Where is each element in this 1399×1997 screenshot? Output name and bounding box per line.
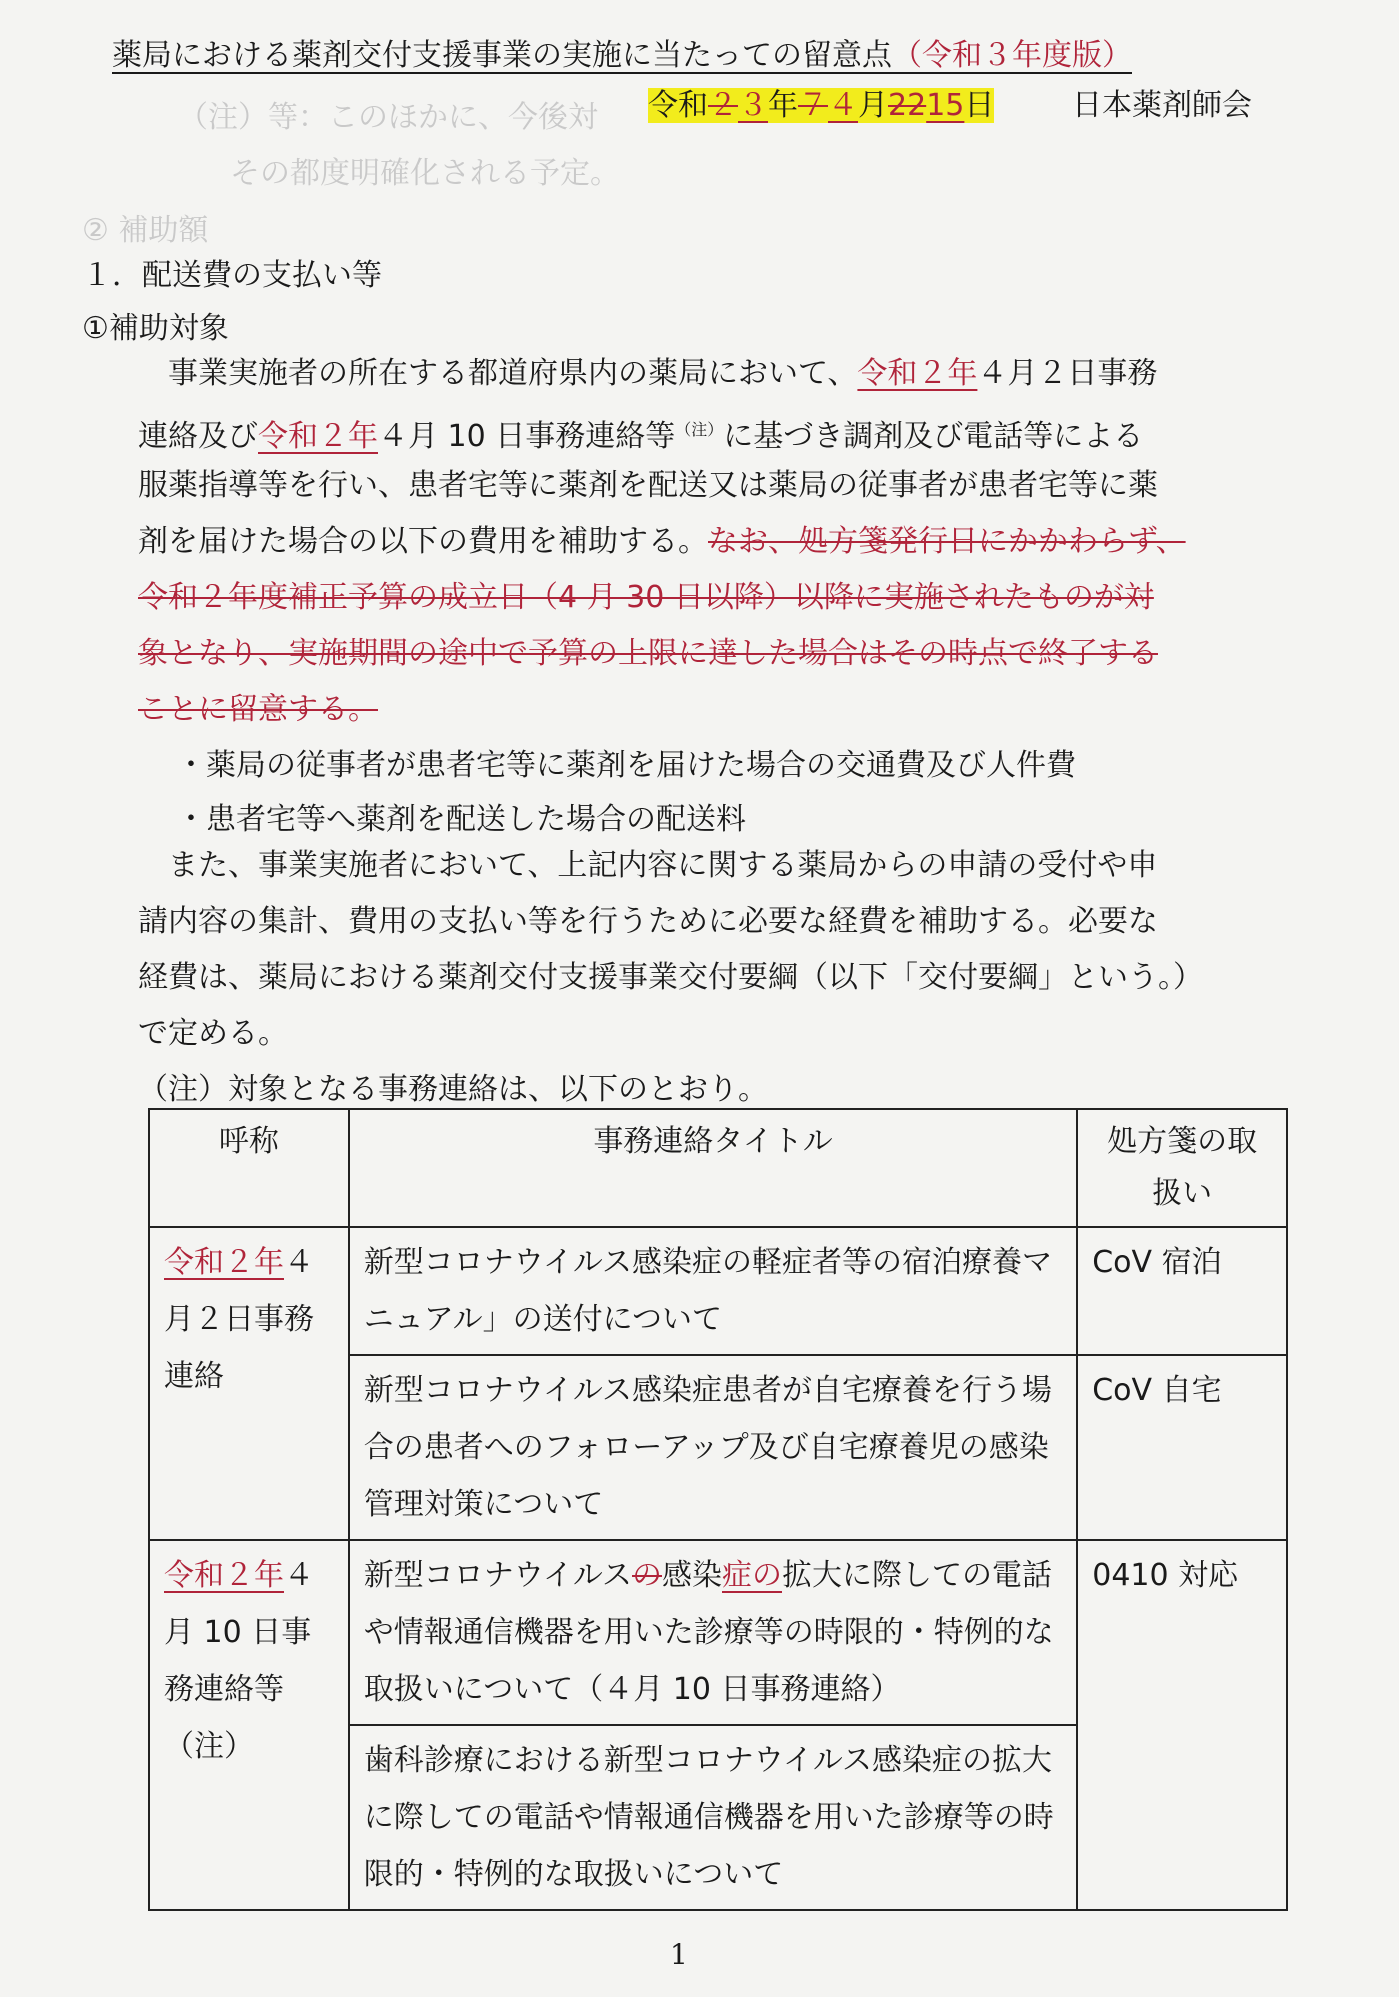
table-cell-title: 新型コロナウイルスの感染症の拡大に際しての電話や情報通信機器を用いた診療等の時限的・特例的な取扱いについて（４月 10 日事務連絡） xyxy=(349,1540,1077,1725)
paragraph-line: 請内容の集計、費用の支払い等を行うために必要な経費を補助する。必要な xyxy=(138,904,1158,939)
deleted-paragraph-line: 令和２年度補正予算の成立日（4 月 30 日以降）以降に実施されたものが対 xyxy=(138,580,1154,615)
deleted-paragraph-line: 象となり、実施期間の途中で予算の上限に達した場合はその時点で終了する xyxy=(138,636,1158,671)
table-cell-name: 令和２年４月 10 日事務連絡等（注） xyxy=(149,1540,349,1910)
page-number: 1 xyxy=(670,1938,688,1971)
organization-name: 日本薬剤師会 xyxy=(1072,88,1252,123)
paragraph-line: 剤を届けた場合の以下の費用を補助する。なお、処方箋発行日にかかわらず、 xyxy=(138,524,1186,559)
subsection-heading: ①補助対象 xyxy=(82,311,229,346)
table-cell-handling: CoV 自宅 xyxy=(1077,1355,1287,1540)
paragraph-line: 事業実施者の所在する都道府県内の薬局において、令和２年４月２日事務 xyxy=(168,356,1158,391)
revision-date: 令和２３年７４月2215日 xyxy=(648,88,995,123)
table-row xyxy=(149,1540,1287,1725)
table-cell-title: 新型コロナウイルス感染症の軽症者等の宿泊療養マニュアル」の送付について xyxy=(349,1227,1077,1355)
column-header: 処方箋の取扱い xyxy=(1077,1109,1287,1227)
table-row xyxy=(149,1227,1287,1355)
table-cell-title: 歯科診療における新型コロナウイルス感染症の拡大に際しての電話や情報通信機器を用いた診療等の時限的・特例的な取扱いについて xyxy=(349,1725,1077,1910)
bleed-through-text: ② 補助額 xyxy=(82,213,209,248)
table-cell-title: 新型コロナウイルス感染症患者が自宅療養を行う場合の患者へのフォローアップ及び自宅療養児の感染管理対策について xyxy=(349,1355,1077,1540)
section-heading: １．配送費の支払い等 xyxy=(82,258,382,293)
bullet-item: ・患者宅等へ薬剤を配送した場合の配送料 xyxy=(176,802,746,837)
paragraph-line: 経費は、薬局における薬剤交付支援事業交付要綱（以下「交付要綱」という。） xyxy=(138,960,1203,995)
bleed-through-text: （注）等：このほかに、今後対 xyxy=(178,100,598,135)
bleed-through-text: その都度明確化される予定。 xyxy=(230,156,620,191)
table-cell-name: 令和２年４月２日事務連絡 xyxy=(149,1227,349,1540)
table-header-row xyxy=(149,1109,1287,1227)
bullet-item: ・薬局の従事者が患者宅等に薬剤を届けた場合の交通費及び人件費 xyxy=(176,748,1076,783)
notice-table xyxy=(148,1108,1288,1911)
paragraph-line: で定める。 xyxy=(138,1016,288,1051)
paragraph-line: また、事業実施者において、上記内容に関する薬局からの申請の受付や申 xyxy=(168,848,1158,883)
paragraph-line: 服薬指導等を行い、患者宅等に薬剤を配送又は薬局の従事者が患者宅等に薬 xyxy=(138,468,1158,503)
table-cell-handling: CoV 宿泊 xyxy=(1077,1227,1287,1355)
table-note-intro: （注）対象となる事務連絡は、以下のとおり。 xyxy=(138,1072,768,1107)
paragraph-line: 連絡及び令和２年４月 10 日事務連絡等$^{(注)}$に基づき調剤及び電話等による xyxy=(138,419,1144,454)
column-header: 呼称 xyxy=(149,1109,349,1227)
table-cell-handling: 0410 対応 xyxy=(1077,1540,1287,1910)
deleted-paragraph-line: ことに留意する。 xyxy=(138,692,378,727)
column-header: 事務連絡タイトル xyxy=(349,1109,1077,1227)
document-title: 薬局における薬剤交付支援事業の実施に当たっての留意点（令和３年度版） xyxy=(112,38,1132,73)
